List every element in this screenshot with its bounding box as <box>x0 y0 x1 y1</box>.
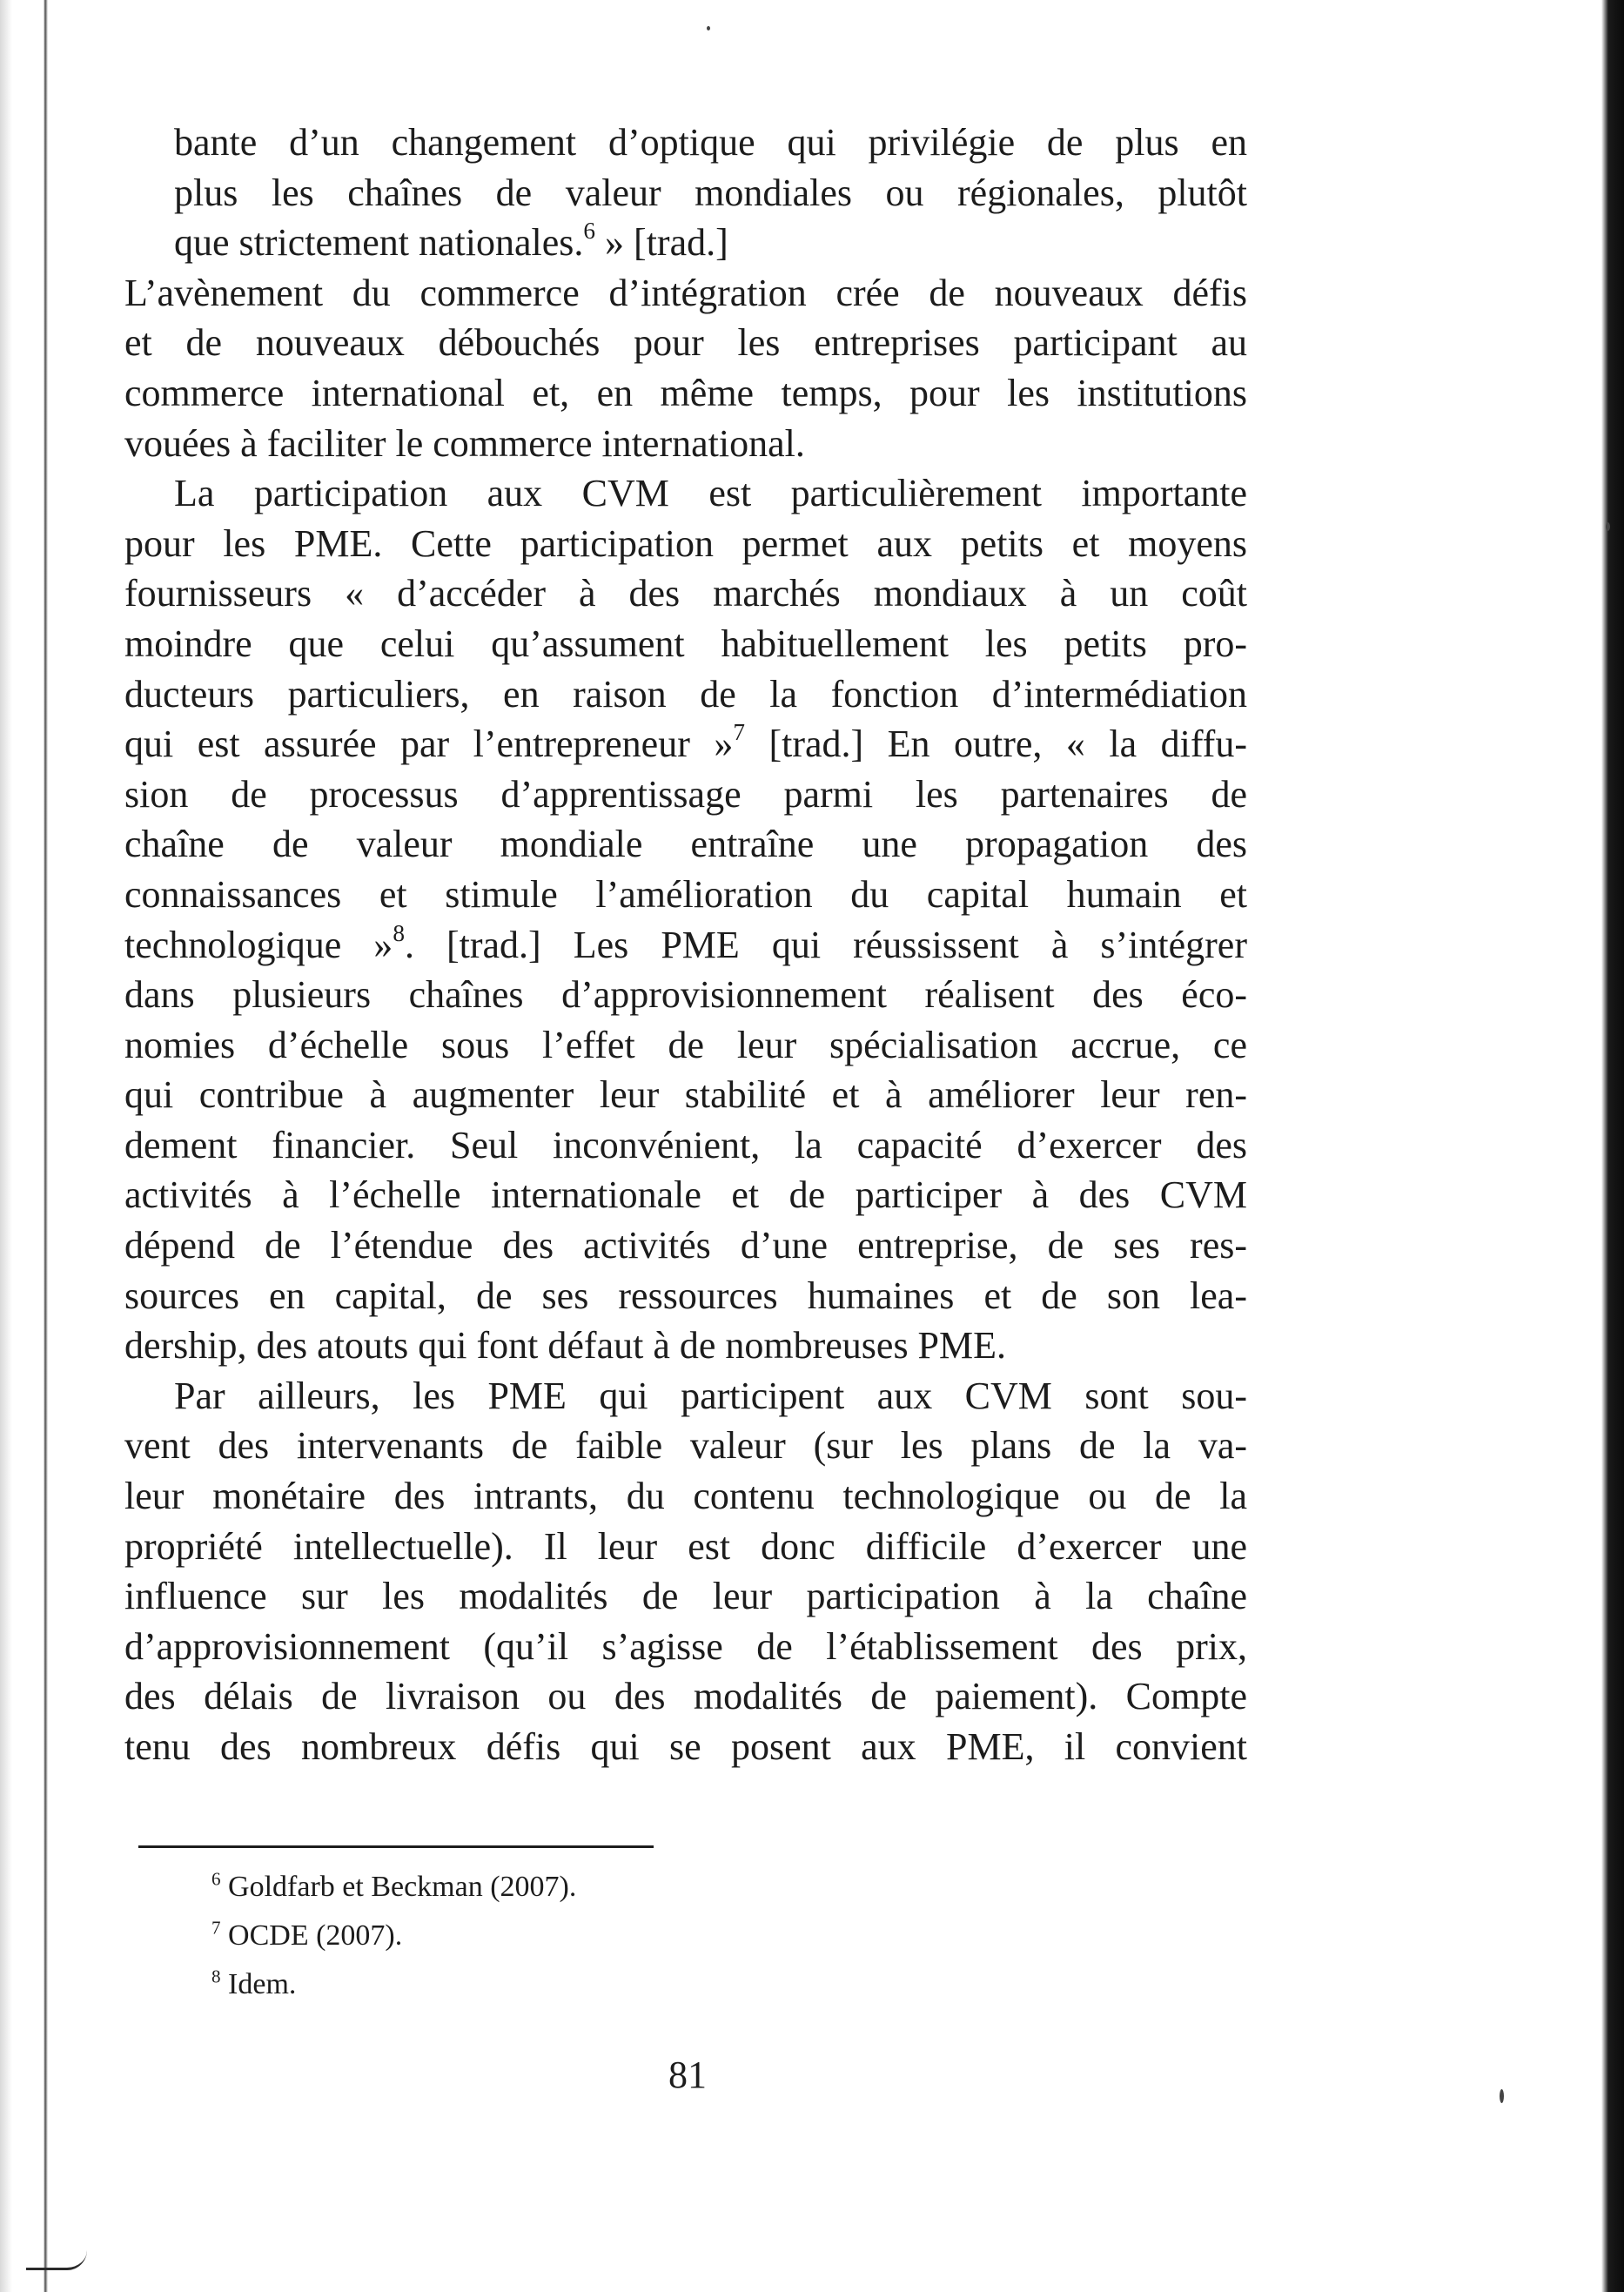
text-line: moindre que celui qu’assument habituellement les petits pro- <box>124 622 1247 665</box>
text-line: dement financier. Seul inconvénient, la capacité d’exercer des <box>124 1123 1247 1166</box>
footnote-separator <box>138 1845 654 1848</box>
scan-corner-mark <box>26 2250 87 2270</box>
paragraph <box>124 1371 1247 1772</box>
text-line <box>124 920 1247 971</box>
text-line: influence sur les modalités de leur participation à la chaîne <box>124 1575 1247 1618</box>
text-line: ducteurs particuliers, en raison de la fonction d’intermédiation <box>124 672 1247 716</box>
text-line: qui contribue à augmenter leur stabilité et à améliorer leur ren- <box>124 1073 1247 1117</box>
footnote-number: 8 <box>211 1966 221 1987</box>
text-line: dans plusieurs chaînes d’approvisionnement réalisent des éco- <box>124 973 1247 1017</box>
page-number: 81 <box>668 2053 707 2096</box>
footnote <box>211 1912 995 1960</box>
text-line: nomies d’échelle sous l’effet de leur spécialisation accrue, ce <box>124 1023 1247 1066</box>
text-line: sources en capital, de ses ressources humaines et de son lea- <box>124 1274 1247 1317</box>
text-line: sion de processus d’apprentissage parmi les partenaires de <box>124 772 1247 816</box>
footnote-number: 6 <box>211 1868 221 1890</box>
footnote-text: Idem. <box>228 1968 297 2000</box>
line-text: » [trad.] <box>595 221 728 265</box>
scan-right-edge <box>1601 0 1624 2292</box>
text-line: vent des intervenants de faible valeur (sur les plans de la va- <box>124 1424 1247 1468</box>
text-line: d’approvisionnement (qu’il s’agisse de l’établissement des prix, <box>124 1624 1247 1668</box>
footnote-ref: 7 <box>733 719 745 746</box>
text-line: La participation aux CVM est particulièrement importante <box>174 472 1247 515</box>
block-quote <box>124 118 1247 268</box>
body-text <box>124 118 1247 1772</box>
footnote-number: 7 <box>211 1917 221 1939</box>
line-text: . [trad.] Les PME qui réussissent à s’intégrer <box>404 923 1247 966</box>
text-line: connaissances et stimule l’amélioration du capital humain et <box>124 872 1247 916</box>
footnote-text: OCDE (2007). <box>228 1919 403 1952</box>
text-line: L’avènement du commerce d’intégration crée de nouveaux défis <box>124 271 1247 314</box>
paragraph <box>124 468 1247 1371</box>
footnote-text: Goldfarb et Beckman (2007). <box>228 1871 577 1903</box>
line-text: que strictement nationales. <box>174 221 584 265</box>
scan-speck <box>1606 522 1610 531</box>
line-text: [trad.] En outre, « la diffu- <box>744 723 1247 766</box>
footnote-ref: 8 <box>393 919 405 946</box>
text-line: tenu des nombreux défis qui se posent aux PME, il convient <box>124 1725 1247 1768</box>
text-line <box>124 218 1247 268</box>
line-text: qui est assurée par l’entrepreneur » <box>124 723 734 766</box>
footnote <box>211 1863 995 1912</box>
text-line: dépend de l’étendue des activités d’une entreprise, de ses res- <box>124 1224 1247 1267</box>
text-line: dership, des atouts qui font défaut à de nombreuses PME. <box>124 1324 1007 1368</box>
text-line: vouées à faciliter le commerce international. <box>124 421 805 465</box>
scan-speck <box>1500 2089 1504 2103</box>
text-line: leur monétaire des intrants, du contenu technologique ou de la <box>124 1475 1247 1518</box>
text-line <box>124 719 1247 770</box>
text-line: propriété intellectuelle). Il leur est donc difficile d’exercer une <box>124 1524 1247 1568</box>
text-line: des délais de livraison ou des modalités de paiement). Compte <box>124 1675 1247 1718</box>
text-line: chaîne de valeur mondiale entraîne une propagation des <box>124 823 1247 866</box>
paragraph <box>124 268 1247 468</box>
text-line: plus les chaînes de valeur mondiales ou régionales, plutôt <box>174 171 1247 214</box>
text-line: fournisseurs « d’accéder à des marchés mondiaux à un coût <box>124 572 1247 615</box>
text-line: activités à l’échelle internationale et de participer à des CVM <box>124 1173 1247 1217</box>
footnotes <box>211 1863 995 2009</box>
scan-left-edge <box>0 0 61 2292</box>
scan-speck <box>707 26 710 30</box>
footnote <box>211 1960 995 2009</box>
text-line: bante d’un changement d’optique qui privilégie de plus en <box>174 121 1247 164</box>
text-line: commerce international et, en même temps, pour les institutions <box>124 371 1247 414</box>
text-line: pour les PME. Cette participation permet aux petits et moyens <box>124 521 1247 565</box>
text-line: Par ailleurs, les PME qui participent aux CVM sont sou- <box>174 1374 1247 1417</box>
text-line: et de nouveaux débouchés pour les entreprises participant au <box>124 321 1247 365</box>
footnote-ref: 6 <box>583 218 596 245</box>
line-text: technologique » <box>124 923 393 966</box>
